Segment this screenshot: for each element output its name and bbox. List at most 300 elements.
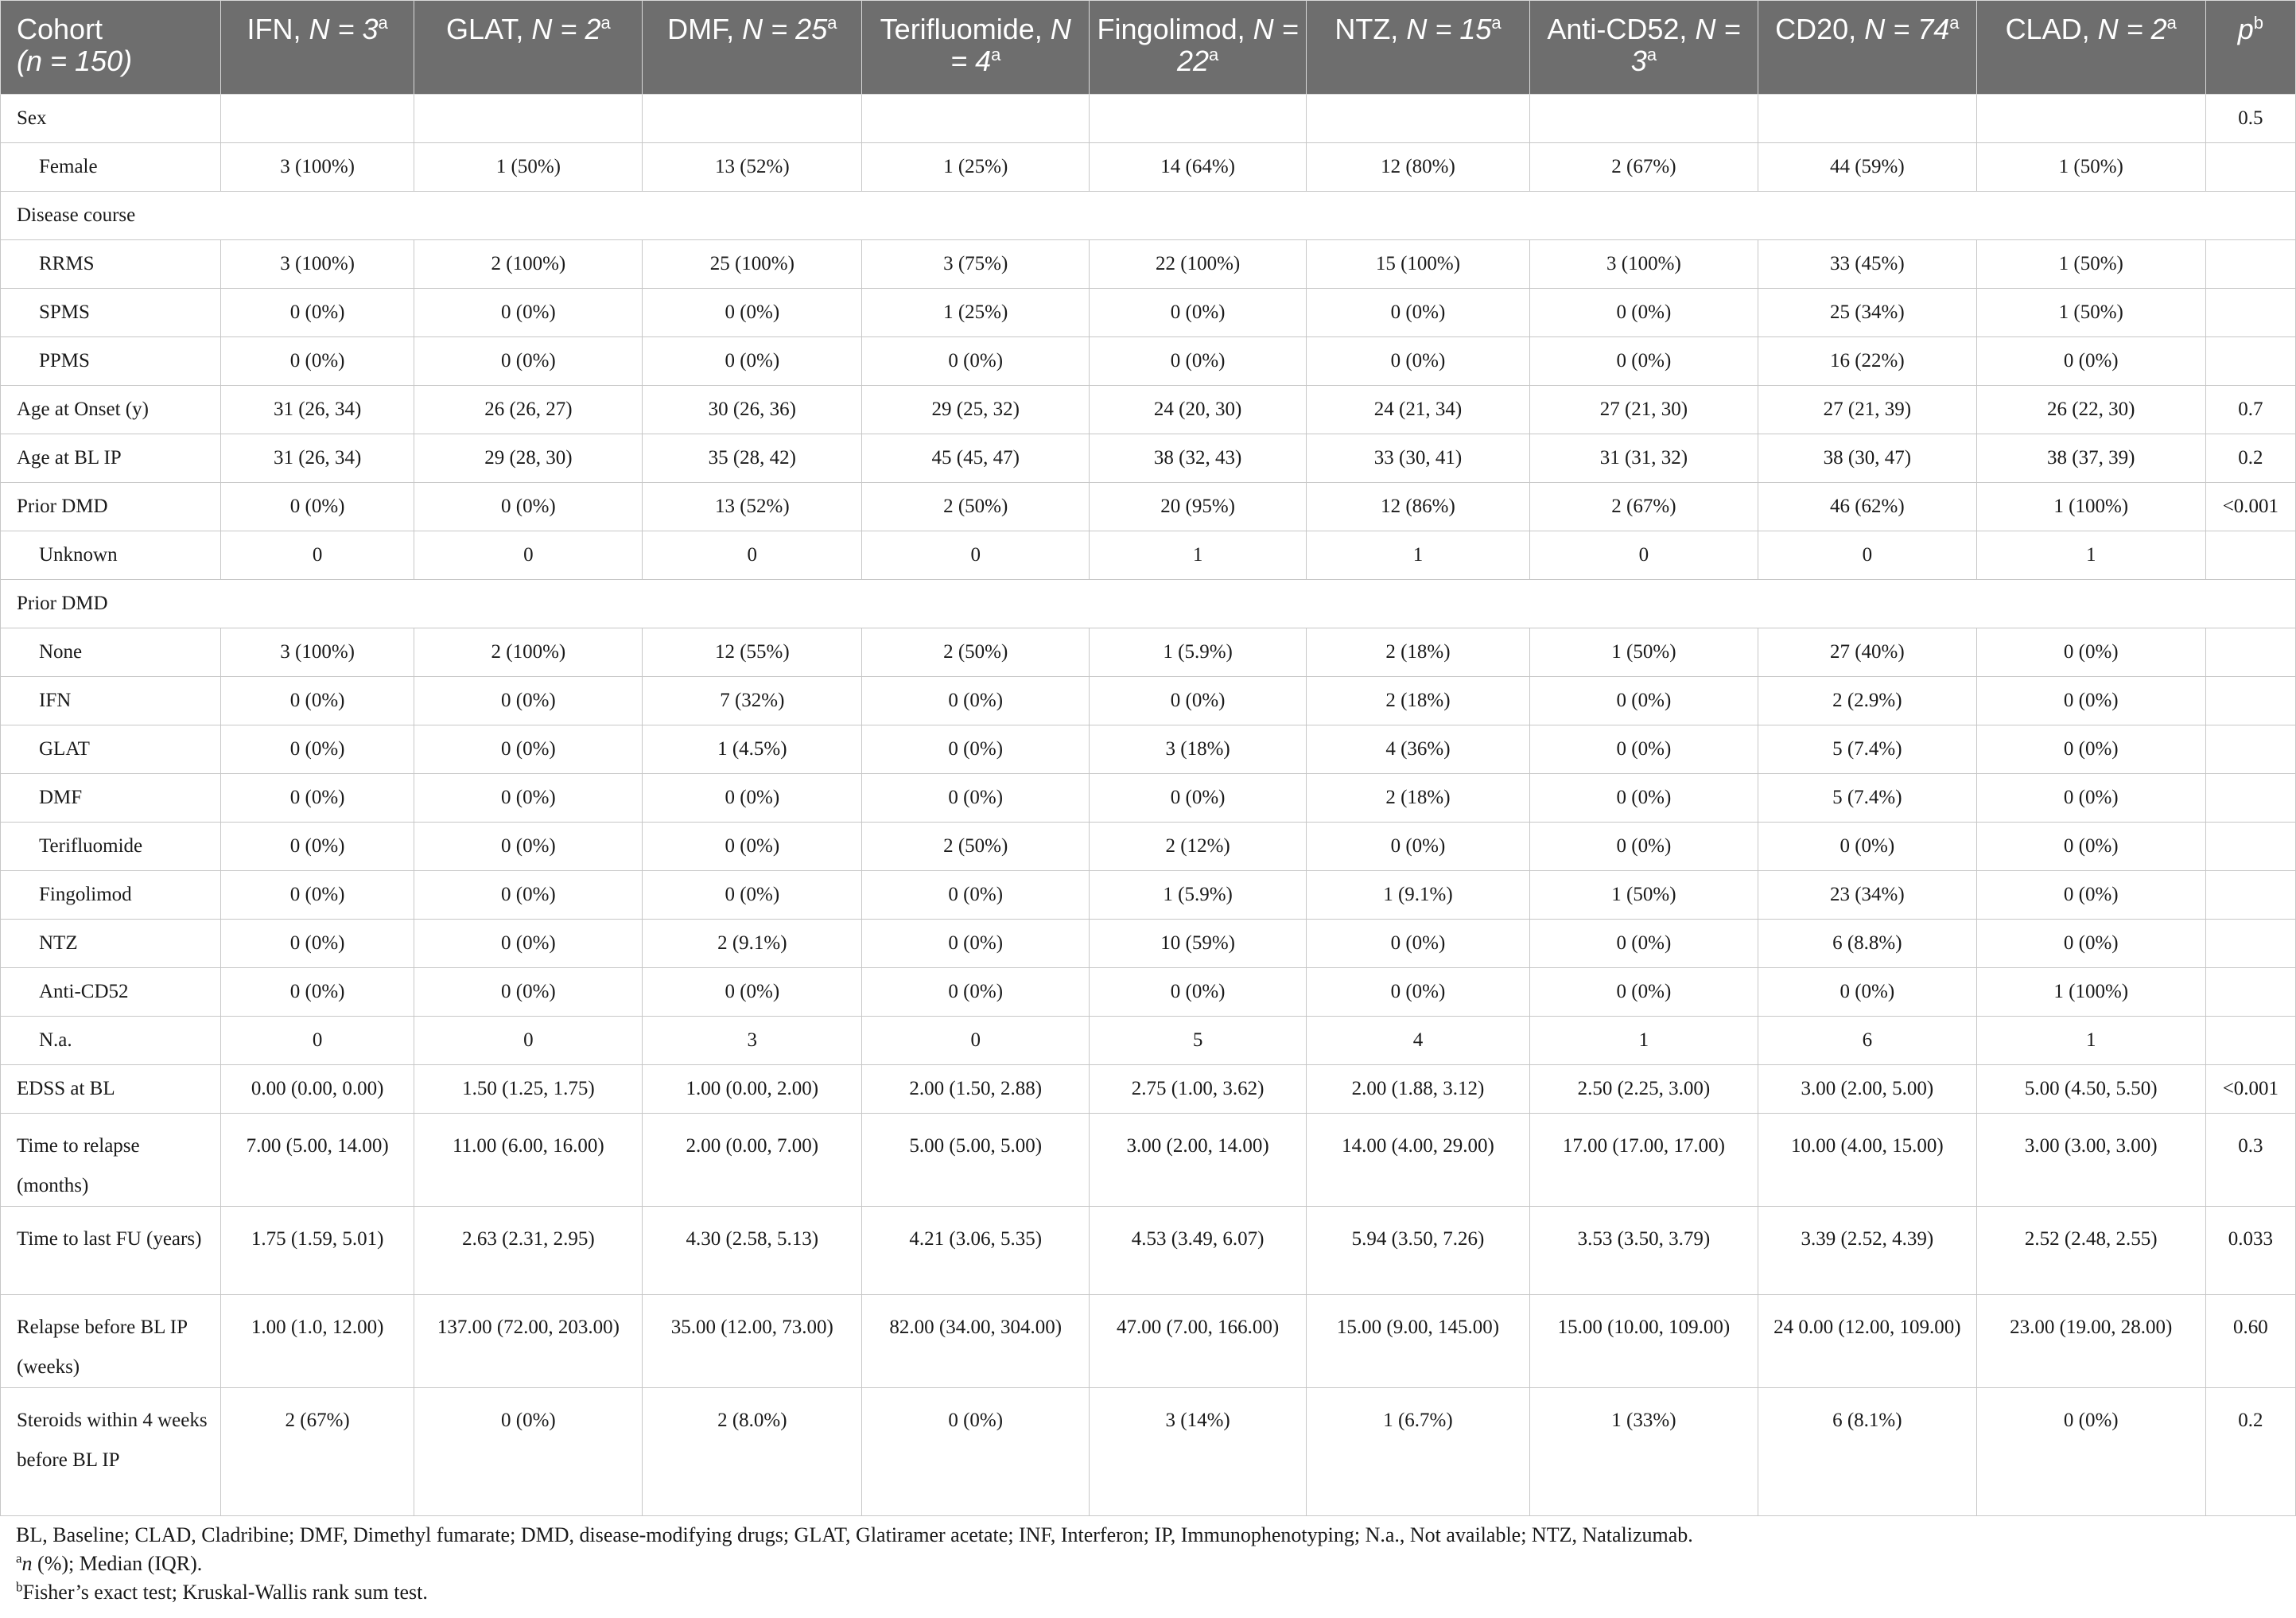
table-cell: 0 (0%) [862, 1388, 1090, 1516]
table-cell: 26 (22, 30) [1976, 386, 2205, 434]
table-cell: 0 (0%) [1307, 968, 1530, 1017]
table-cell: 4.53 (3.49, 6.07) [1090, 1207, 1307, 1295]
table-row [1, 628, 2296, 677]
table-cell: 0 [643, 531, 862, 580]
table-cell: 0 [862, 531, 1090, 580]
table-cell: 5 (7.4%) [1758, 725, 1976, 774]
table-cell: 2.00 (1.88, 3.12) [1307, 1065, 1530, 1114]
table-cell: 0 (0%) [1529, 677, 1758, 725]
table-cell: 38 (32, 43) [1090, 434, 1307, 483]
row-label: Unknown [1, 531, 221, 580]
table-cell: 10.00 (4.00, 15.00) [1758, 1114, 1976, 1207]
p-value-cell: 0.7 [2205, 386, 2295, 434]
table-cell: 0 (0%) [220, 920, 414, 968]
table-cell: 1 (9.1%) [1307, 871, 1530, 920]
column-header [414, 1, 643, 95]
table-cell: 1 (4.5%) [643, 725, 862, 774]
column-header-footnote-mark: a [378, 13, 388, 33]
footnotes [16, 1521, 2275, 1607]
table-cell: 0 (0%) [1529, 920, 1758, 968]
table-cell: 12 (55%) [643, 628, 862, 677]
table-cell: 0 (0%) [1307, 337, 1530, 386]
table-cell [643, 95, 862, 143]
table-cell: 14.00 (4.00, 29.00) [1307, 1114, 1530, 1207]
table-cell: 0 (0%) [1090, 774, 1307, 823]
table-cell: 38 (37, 39) [1976, 434, 2205, 483]
table-cell: 3 (100%) [220, 143, 414, 192]
table-cell: 0 (0%) [1529, 774, 1758, 823]
table-cell: 2 (67%) [1529, 143, 1758, 192]
p-value-cell: <0.001 [2205, 1065, 2295, 1114]
p-value-cell [2205, 774, 2295, 823]
table-row [1, 483, 2296, 531]
table-cell: 0 [220, 531, 414, 580]
table-cell: 0 (0%) [862, 677, 1090, 725]
p-value-cell: 0.2 [2205, 1388, 2295, 1516]
table-cell: 3 (100%) [220, 240, 414, 289]
table-cell: 17.00 (17.00, 17.00) [1529, 1114, 1758, 1207]
table-cell: 1.00 (1.0, 12.00) [220, 1295, 414, 1388]
table-cell: 0 [220, 1017, 414, 1065]
table-cell: 0 (0%) [220, 289, 414, 337]
p-value-cell [2205, 240, 2295, 289]
table-row [1, 1065, 2296, 1114]
table-cell: 1.50 (1.25, 1.75) [414, 1065, 643, 1114]
table-cell: 3 (75%) [862, 240, 1090, 289]
cohort-header-title: Cohort [17, 13, 103, 45]
table-cell: 0 (0%) [1758, 968, 1976, 1017]
column-header-name: Fingolimod, [1097, 13, 1253, 45]
table-cell: 0 (0%) [220, 725, 414, 774]
table-cell: 0 (0%) [1307, 920, 1530, 968]
column-header-footnote-mark: a [1646, 45, 1657, 64]
row-label: DMF [1, 774, 221, 823]
table-cell: 0 (0%) [220, 483, 414, 531]
p-value-header [2205, 1, 2295, 95]
p-value-cell [2205, 871, 2295, 920]
table-cell: 0 [414, 1017, 643, 1065]
table-cell: 3 (18%) [1090, 725, 1307, 774]
table-cell: 0 (0%) [643, 823, 862, 871]
table-row [1, 1295, 2296, 1388]
row-label: PPMS [1, 337, 221, 386]
table-cell: 0 (0%) [414, 920, 643, 968]
table-cell: 11.00 (6.00, 16.00) [414, 1114, 643, 1207]
table-cell: 38 (30, 47) [1758, 434, 1976, 483]
column-header-name: NTZ, [1334, 13, 1407, 45]
table-cell: 0 (0%) [1976, 823, 2205, 871]
table-cell: 0 (0%) [1090, 677, 1307, 725]
column-header [1976, 1, 2205, 95]
table-cell: 12 (86%) [1307, 483, 1530, 531]
table-cell: 0 [414, 531, 643, 580]
table-cell: 5.00 (4.50, 5.50) [1976, 1065, 2205, 1114]
table-cell: 1 [1090, 531, 1307, 580]
table-cell: 0 (0%) [1529, 289, 1758, 337]
table-row [1, 240, 2296, 289]
column-header-footnote-mark: a [1949, 13, 1960, 33]
table-cell: 26 (26, 27) [414, 386, 643, 434]
p-value-cell [2205, 725, 2295, 774]
table-cell: 15.00 (10.00, 109.00) [1529, 1295, 1758, 1388]
p-value-cell [2205, 337, 2295, 386]
table-cell: 27 (21, 39) [1758, 386, 1976, 434]
column-header-n: N = 25 [742, 13, 828, 45]
table-cell: 1 (50%) [1976, 143, 2205, 192]
table-cell: 2.52 (2.48, 2.55) [1976, 1207, 2205, 1295]
table-cell: 1 (5.9%) [1090, 628, 1307, 677]
table-cell: 1 (50%) [1976, 289, 2205, 337]
table-cell: 0 (0%) [414, 1388, 643, 1516]
column-header-footnote-mark: a [2166, 13, 2177, 33]
column-header [862, 1, 1090, 95]
table-row [1, 920, 2296, 968]
table-row [1, 192, 2296, 240]
column-header-n: N = 3 [1630, 13, 1741, 77]
table-cell: 1 (50%) [1529, 871, 1758, 920]
table-cell: 0 (0%) [862, 920, 1090, 968]
table-cell: 0 (0%) [414, 871, 643, 920]
table-cell: 0 (0%) [414, 774, 643, 823]
table-row [1, 1017, 2296, 1065]
table-cell: 24 (21, 34) [1307, 386, 1530, 434]
column-header-footnote-mark: a [827, 13, 837, 33]
column-header-name: CLAD, [2005, 13, 2098, 45]
table-row [1, 1207, 2296, 1295]
table-cell: 0 (0%) [643, 774, 862, 823]
table-row [1, 774, 2296, 823]
table-cell [1976, 95, 2205, 143]
row-label: Sex [1, 95, 221, 143]
table-cell: 0 (0%) [1976, 920, 2205, 968]
footnote-a [16, 1550, 2275, 1578]
table-cell: 45 (45, 47) [862, 434, 1090, 483]
column-header-n: N = 2 [531, 13, 601, 45]
p-value-cell [2205, 677, 2295, 725]
table-cell: 1 (33%) [1529, 1388, 1758, 1516]
column-header-n: N = 22 [1176, 13, 1299, 77]
table-cell: 0 (0%) [1307, 289, 1530, 337]
p-value-cell: 0.5 [2205, 95, 2295, 143]
table-cell: 0 (0%) [1976, 628, 2205, 677]
p-value-cell: 0.033 [2205, 1207, 2295, 1295]
table-cell: 10 (59%) [1090, 920, 1307, 968]
column-header-n: N = 15 [1406, 13, 1492, 45]
row-label: Steroids within 4 weeks before BL IP [1, 1388, 221, 1516]
table-cell: 0 (0%) [414, 483, 643, 531]
row-label: Relapse before BL IP (weeks) [1, 1295, 221, 1388]
table-cell: 12 (80%) [1307, 143, 1530, 192]
table-cell: 3.39 (2.52, 4.39) [1758, 1207, 1976, 1295]
table-cell: 4.21 (3.06, 5.35) [862, 1207, 1090, 1295]
table-cell: 137.00 (72.00, 203.00) [414, 1295, 643, 1388]
row-label: Age at BL IP [1, 434, 221, 483]
table-cell: 2 (18%) [1307, 677, 1530, 725]
column-header-n: N = 3 [309, 13, 379, 45]
footnote-b-text: Fisher’s exact test; Kruskal-Wallis rank sum test. [22, 1581, 428, 1604]
column-header-footnote-mark: a [600, 13, 611, 33]
table-cell: 22 (100%) [1090, 240, 1307, 289]
table-cell: 3.00 (3.00, 3.00) [1976, 1114, 2205, 1207]
row-label: Time to last FU (years) [1, 1207, 221, 1295]
table-cell: 2 (2.9%) [1758, 677, 1976, 725]
table-cell: 1 (25%) [862, 143, 1090, 192]
footnote-a-n: n [21, 1552, 33, 1575]
footnote-a-mark: a [16, 1550, 22, 1566]
table-cell: 15 (100%) [1307, 240, 1530, 289]
column-header [1529, 1, 1758, 95]
table-cell: 2 (50%) [862, 823, 1090, 871]
table-cell: 0 (0%) [220, 968, 414, 1017]
table-cell: 27 (40%) [1758, 628, 1976, 677]
table-cell: 16 (22%) [1758, 337, 1976, 386]
table-cell: 35 (28, 42) [643, 434, 862, 483]
p-value-cell [2205, 968, 2295, 1017]
table-row [1, 337, 2296, 386]
table-row [1, 143, 2296, 192]
table-cell: 0 (0%) [1090, 289, 1307, 337]
table-cell: 0 (0%) [643, 289, 862, 337]
table-cell: 2 (18%) [1307, 774, 1530, 823]
table-cell: 4.30 (2.58, 5.13) [643, 1207, 862, 1295]
table-cell: 6 (8.8%) [1758, 920, 1976, 968]
table-cell: 0 (0%) [1976, 337, 2205, 386]
column-header-name: Terifluomide, [880, 13, 1051, 45]
table-cell: 0 (0%) [220, 823, 414, 871]
table-cell: 1 [1307, 531, 1530, 580]
table-cell: 0 (0%) [862, 774, 1090, 823]
row-label: Terifluomide [1, 823, 221, 871]
table-row [1, 95, 2296, 143]
table-cell: 5 (7.4%) [1758, 774, 1976, 823]
table-row [1, 871, 2296, 920]
table-cell: 30 (26, 36) [643, 386, 862, 434]
table-cell: 47.00 (7.00, 166.00) [1090, 1295, 1307, 1388]
table-cell: 0 (0%) [643, 968, 862, 1017]
column-header-footnote-mark: a [1209, 45, 1219, 64]
p-value-cell: 0.3 [2205, 1114, 2295, 1207]
table-cell: 2.00 (1.50, 2.88) [862, 1065, 1090, 1114]
table-cell: 20 (95%) [1090, 483, 1307, 531]
p-value-cell [2205, 143, 2295, 192]
footnote-a-text: (%); Median (IQR). [32, 1552, 203, 1575]
table-cell: 0 (0%) [220, 337, 414, 386]
table-cell: 0 (0%) [1529, 823, 1758, 871]
table-cell: 23.00 (19.00, 28.00) [1976, 1295, 2205, 1388]
table-cell: 0 (0%) [1090, 337, 1307, 386]
column-header-n: N = 2 [2097, 13, 2167, 45]
table-cell: 0 [1758, 531, 1976, 580]
table-cell: 0 (0%) [1976, 774, 2205, 823]
table-row [1, 1388, 2296, 1516]
table-cell: 29 (28, 30) [414, 434, 643, 483]
table-cell: 2 (67%) [1529, 483, 1758, 531]
table-cell: 2.50 (2.25, 3.00) [1529, 1065, 1758, 1114]
table-cell: 1 (50%) [1529, 628, 1758, 677]
row-label: Fingolimod [1, 871, 221, 920]
table-cell: 6 [1758, 1017, 1976, 1065]
table-cell: 0 (0%) [1976, 871, 2205, 920]
table-cell: 7.00 (5.00, 14.00) [220, 1114, 414, 1207]
table-cell: 31 (26, 34) [220, 434, 414, 483]
table-row [1, 386, 2296, 434]
table-cell [1307, 95, 1530, 143]
table-cell [1758, 95, 1976, 143]
table-cell: 3.00 (2.00, 14.00) [1090, 1114, 1307, 1207]
table-cell: 2.63 (2.31, 2.95) [414, 1207, 643, 1295]
table-cell: 1.75 (1.59, 5.01) [220, 1207, 414, 1295]
table-cell: 0 (0%) [643, 871, 862, 920]
table-cell: 0 (0%) [1307, 823, 1530, 871]
table-cell [220, 95, 414, 143]
row-label: NTZ [1, 920, 221, 968]
table-cell: 35.00 (12.00, 73.00) [643, 1295, 862, 1388]
row-label: Anti-CD52 [1, 968, 221, 1017]
column-header-name: Anti-CD52, [1547, 13, 1696, 45]
column-header-footnote-mark: a [991, 45, 1001, 64]
table-cell: 0 (0%) [862, 725, 1090, 774]
table-cell: 3 (100%) [1529, 240, 1758, 289]
row-label: Disease course [1, 192, 2296, 240]
table-cell: 1 (50%) [414, 143, 643, 192]
table-cell: 13 (52%) [643, 143, 862, 192]
table-cell: 31 (31, 32) [1529, 434, 1758, 483]
table-cell: 2 (9.1%) [643, 920, 862, 968]
footnote-b [16, 1578, 2275, 1607]
table-cell: 0 (0%) [414, 823, 643, 871]
column-header-name: IFN, [247, 13, 309, 45]
row-label: Prior DMD [1, 483, 221, 531]
table-cell: 2 (12%) [1090, 823, 1307, 871]
table-cell: 0 (0%) [414, 968, 643, 1017]
table-cell: 1 (100%) [1976, 483, 2205, 531]
table-cell: 13 (52%) [643, 483, 862, 531]
table-cell: 82.00 (34.00, 304.00) [862, 1295, 1090, 1388]
table-cell: 44 (59%) [1758, 143, 1976, 192]
table-cell: 0 (0%) [414, 337, 643, 386]
table-cell: 4 [1307, 1017, 1530, 1065]
table-cell: 0 [1529, 531, 1758, 580]
table-cell: 2 (67%) [220, 1388, 414, 1516]
table-cell: 29 (25, 32) [862, 386, 1090, 434]
table-cell: 1 (6.7%) [1307, 1388, 1530, 1516]
p-value-header-footnote-mark: b [2253, 13, 2263, 33]
column-header-n: N = 4 [950, 13, 1071, 77]
cohort-header-count: (n = 150) [17, 45, 133, 77]
table-cell: 2 (8.0%) [643, 1388, 862, 1516]
table-cell: 1 (25%) [862, 289, 1090, 337]
table-cell: 3.00 (2.00, 5.00) [1758, 1065, 1976, 1114]
table-cell: 2 (100%) [414, 628, 643, 677]
row-label: None [1, 628, 221, 677]
table-cell: 0 (0%) [1976, 1388, 2205, 1516]
table-cell: 33 (30, 41) [1307, 434, 1530, 483]
row-label: Prior DMD [1, 580, 2296, 628]
table-cell: 31 (26, 34) [220, 386, 414, 434]
table-cell: 3 (14%) [1090, 1388, 1307, 1516]
table-cell: 0 (0%) [1976, 725, 2205, 774]
table-cell: 24 0.00 (12.00, 109.00) [1758, 1295, 1976, 1388]
table-cell: 5.00 (5.00, 5.00) [862, 1114, 1090, 1207]
column-header-name: GLAT, [446, 13, 532, 45]
cohort-header [1, 1, 221, 95]
table-cell: 25 (34%) [1758, 289, 1976, 337]
table-row [1, 725, 2296, 774]
table-cell: 0 (0%) [862, 968, 1090, 1017]
table-cell: 7 (32%) [643, 677, 862, 725]
table-cell: 0 (0%) [220, 871, 414, 920]
table-cell: 0 (0%) [1529, 968, 1758, 1017]
table-row [1, 434, 2296, 483]
table-cell: 0 (0%) [220, 774, 414, 823]
p-value-cell [2205, 920, 2295, 968]
table-body [1, 95, 2296, 1516]
table-cell: 2.00 (0.00, 7.00) [643, 1114, 862, 1207]
table-cell: 2 (50%) [862, 483, 1090, 531]
table-cell [1090, 95, 1307, 143]
row-label: SPMS [1, 289, 221, 337]
p-value-cell [2205, 823, 2295, 871]
table-cell: 3.53 (3.50, 3.79) [1529, 1207, 1758, 1295]
row-label: Time to relapse (months) [1, 1114, 221, 1207]
footnote-abbreviations: BL, Baseline; CLAD, Cladribine; DMF, Dimethyl fumarate; DMD, disease-modifying drugs; GLAT, Glatiramer acetate; INF, Interferon; IP, Immunophenotyping; N.a., Not available; NTZ, Natalizumab. [16, 1523, 1693, 1546]
table-cell: 1 [1976, 531, 2205, 580]
p-value-cell: <0.001 [2205, 483, 2295, 531]
table-cell: 1.00 (0.00, 2.00) [643, 1065, 862, 1114]
table-cell: 5.94 (3.50, 7.26) [1307, 1207, 1530, 1295]
table-cell: 1 (100%) [1976, 968, 2205, 1017]
table-cell: 0 (0%) [1976, 677, 2205, 725]
p-value-cell [2205, 1017, 2295, 1065]
table-cell: 0 (0%) [1758, 823, 1976, 871]
column-header [220, 1, 414, 95]
table-cell: 6 (8.1%) [1758, 1388, 1976, 1516]
table-cell: 46 (62%) [1758, 483, 1976, 531]
p-value-header-label: p [2237, 13, 2254, 45]
table-cell: 5 [1090, 1017, 1307, 1065]
column-header-footnote-mark: a [1491, 13, 1502, 33]
table-cell: 0 (0%) [643, 337, 862, 386]
row-label: Female [1, 143, 221, 192]
table-row [1, 968, 2296, 1017]
p-value-cell [2205, 531, 2295, 580]
row-label: RRMS [1, 240, 221, 289]
table-cell: 3 (100%) [220, 628, 414, 677]
table-cell: 0 (0%) [220, 677, 414, 725]
footnote-b-mark: b [16, 1579, 23, 1595]
p-value-cell: 0.2 [2205, 434, 2295, 483]
table-cell: 4 (36%) [1307, 725, 1530, 774]
column-header-name: CD20, [1775, 13, 1865, 45]
table-row [1, 580, 2296, 628]
column-header [1307, 1, 1530, 95]
table-cell: 14 (64%) [1090, 143, 1307, 192]
table-row [1, 289, 2296, 337]
row-label: GLAT [1, 725, 221, 774]
row-label: N.a. [1, 1017, 221, 1065]
table-cell: 27 (21, 30) [1529, 386, 1758, 434]
row-label: Age at Onset (y) [1, 386, 221, 434]
table-cell: 0 [862, 1017, 1090, 1065]
table-cell: 2 (50%) [862, 628, 1090, 677]
table-row [1, 1114, 2296, 1207]
table-cell: 0 (0%) [1529, 337, 1758, 386]
table-header-row [1, 1, 2296, 95]
column-header [1758, 1, 1976, 95]
table-cell: 15.00 (9.00, 145.00) [1307, 1295, 1530, 1388]
column-header-name: DMF, [667, 13, 743, 45]
table-cell: 1 [1529, 1017, 1758, 1065]
